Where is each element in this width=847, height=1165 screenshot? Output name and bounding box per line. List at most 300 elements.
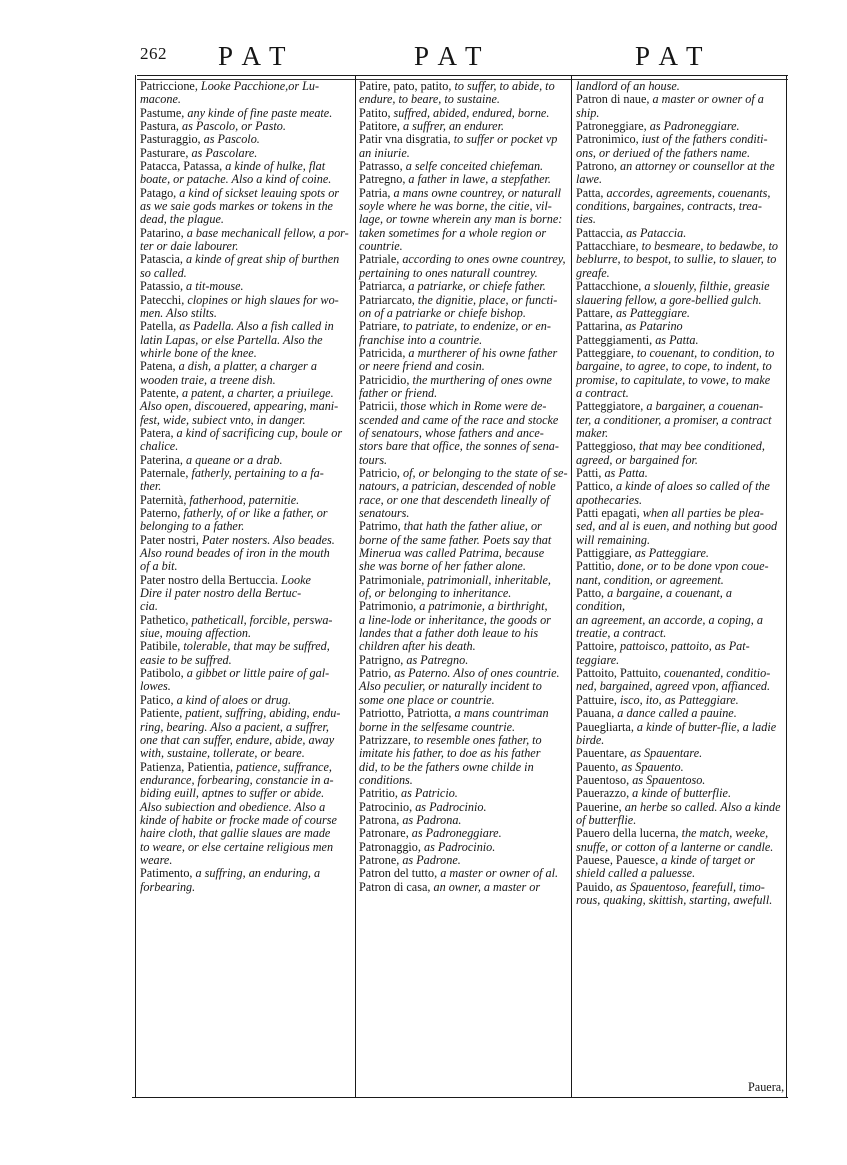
entry-line bbox=[359, 627, 568, 640]
definition-text: landlord of an house. bbox=[576, 79, 680, 93]
definition-text: patrimoniall, inheritable, bbox=[427, 572, 551, 587]
headword: Pastura, bbox=[140, 119, 179, 134]
definition-text: as Patregno. bbox=[406, 652, 469, 667]
definition-text: franchise into a countrie. bbox=[359, 332, 483, 347]
definition-text: the murthering of ones owne bbox=[412, 372, 552, 387]
entry-line bbox=[576, 173, 784, 186]
entry-line bbox=[359, 761, 568, 774]
headword: Patriale, bbox=[359, 252, 400, 267]
headword: Pater nostri, bbox=[140, 532, 199, 547]
entry-line bbox=[576, 107, 784, 120]
headword: Patimento, bbox=[140, 866, 193, 881]
entry-line bbox=[359, 721, 568, 734]
entry-line bbox=[359, 374, 568, 387]
entry-line bbox=[576, 587, 784, 614]
headword: Patteggiatore, bbox=[576, 399, 644, 414]
entry-line bbox=[576, 227, 784, 240]
headword: Patti epagati, bbox=[576, 506, 640, 520]
definition-text: sed, and al is euen, and nothing but good bbox=[576, 519, 778, 534]
definition-text: macone. bbox=[140, 92, 181, 107]
headword: Pathetico, bbox=[140, 612, 189, 627]
entry-line bbox=[359, 520, 568, 533]
definition-text: as Padrocinio. bbox=[424, 839, 496, 854]
definition-text: Also peculier, or naturally incident to bbox=[359, 679, 542, 694]
definition-text: did, to be the fathers owne childe in bbox=[359, 759, 534, 774]
definition-text: lowes. bbox=[140, 679, 171, 694]
headword: Patacca, Patassa, bbox=[140, 159, 223, 174]
definition-text: as Spauentoso. bbox=[632, 772, 706, 787]
definition-text: ship. bbox=[576, 105, 600, 120]
entry-line bbox=[140, 414, 352, 427]
entry-line bbox=[140, 107, 352, 120]
headword: Patascia, bbox=[140, 252, 183, 267]
headword: Pauerine, bbox=[576, 799, 622, 814]
definition-text: bargaine, to agree, to cope, to indent, to bbox=[576, 359, 772, 374]
headword: Pauero della lucerna, bbox=[576, 826, 679, 841]
entry-line bbox=[140, 213, 352, 226]
headword: Patena, bbox=[140, 359, 176, 374]
entry-line bbox=[576, 614, 784, 627]
definition-text: a kinde of butterflie. bbox=[632, 786, 732, 801]
definition-text: to weare, or else certaine religious men bbox=[140, 839, 334, 854]
entry-line bbox=[140, 854, 352, 867]
entry-column-2 bbox=[359, 80, 568, 894]
entry-line bbox=[359, 654, 568, 667]
entry-line bbox=[576, 867, 784, 880]
entry-line bbox=[359, 734, 568, 747]
definition-text: that may bee conditioned, bbox=[638, 439, 765, 454]
headword: Patriare, bbox=[359, 319, 400, 334]
entry-line bbox=[140, 867, 352, 880]
entry-line bbox=[140, 667, 352, 680]
entry-line bbox=[140, 627, 352, 640]
headword: Patarino, bbox=[140, 225, 184, 240]
headword: Pater nostro della Bertuccia. bbox=[140, 572, 279, 587]
entry-line bbox=[140, 400, 352, 413]
headword: Patitore, bbox=[359, 119, 400, 134]
entry-line bbox=[359, 253, 568, 266]
entry-line bbox=[576, 374, 784, 387]
entry-line bbox=[359, 280, 568, 293]
entry-line bbox=[359, 93, 568, 106]
entry-line bbox=[359, 614, 568, 627]
definition-text: a kind of aloes or drug. bbox=[176, 692, 291, 707]
definition-text: a slouenly, filthie, greasie bbox=[644, 279, 770, 294]
definition-text: endure, to beare, to sustaine. bbox=[359, 92, 500, 107]
definition-text: pertaining to ones naturall countrey. bbox=[359, 265, 538, 280]
definition-text: the match, weeke, bbox=[681, 826, 769, 841]
definition-text: a queane or a drab. bbox=[186, 452, 283, 467]
definition-text: clopines or high slaues for wo- bbox=[187, 292, 339, 307]
definition-text: shield called a paluesse. bbox=[576, 866, 696, 881]
definition-text: a bargaine, a couenant, a condition, bbox=[576, 586, 732, 614]
headword: Patrimoniale, bbox=[359, 572, 425, 587]
definition-text: a father in lawe, a stepfather. bbox=[408, 172, 551, 187]
entry-line bbox=[576, 240, 784, 253]
headword: Pattitio, bbox=[576, 559, 615, 574]
entry-line bbox=[359, 360, 568, 373]
entry-line bbox=[359, 387, 568, 400]
definition-text: an owner, a master or bbox=[433, 879, 541, 894]
headword: Patico, bbox=[140, 692, 174, 707]
definition-text: maker. bbox=[576, 425, 609, 440]
definition-text: as Pascolo. bbox=[203, 132, 260, 147]
entry-line bbox=[576, 627, 784, 640]
definition-text: as we saie gods markes or tokens in the bbox=[140, 199, 333, 214]
definition-text: a murtherer of his owne father bbox=[408, 345, 558, 360]
definition-text: a patrimonie, a birthright, bbox=[419, 599, 548, 614]
headword: Patrimonio, bbox=[359, 599, 417, 614]
definition-text: scended and came of the race and stocke bbox=[359, 412, 559, 427]
definition-text: as Pascolare. bbox=[191, 145, 258, 160]
catchword: Pauera, bbox=[748, 1080, 785, 1094]
headword: Pauana, bbox=[576, 706, 615, 721]
definition-text: a patent, a charter, a priuilege. bbox=[181, 385, 334, 400]
definition-text: with, sustaine, tollerate, or beare. bbox=[140, 746, 305, 761]
definition-text: forbearing. bbox=[140, 879, 196, 894]
entry-line bbox=[359, 133, 568, 146]
definition-text: as Patta. bbox=[655, 332, 699, 347]
definition-text: siue, mouing affection. bbox=[140, 626, 252, 641]
entry-line bbox=[576, 427, 784, 440]
definition-text: Also subiection and obedience. Also a bbox=[140, 799, 326, 814]
definition-text: endurance, forbearing, constancie in a- bbox=[140, 772, 334, 787]
entry-line bbox=[576, 454, 784, 467]
definition-text: patience, suffrance, bbox=[236, 759, 332, 774]
definition-text: a suffrer, an endurer. bbox=[403, 119, 505, 134]
definition-text: agreed, or bargained for. bbox=[576, 452, 698, 467]
definition-text: pattoisco, pattoito, as Pat- bbox=[620, 639, 750, 654]
entry-line bbox=[359, 80, 568, 93]
running-head-right: PAT bbox=[635, 41, 714, 71]
entry-line bbox=[140, 454, 352, 467]
definition-text: a kinde of great ship of burthen bbox=[186, 252, 340, 267]
definition-text: ons, or deriued of the fathers name. bbox=[576, 145, 750, 160]
definition-text: as Pascolo, or Pasto. bbox=[181, 119, 286, 134]
definition-text: as Padrona. bbox=[402, 812, 462, 827]
definition-text: a gibbet or little paire of gal- bbox=[186, 666, 330, 681]
entry-line bbox=[576, 467, 784, 480]
definition-text: as Padroneggiare. bbox=[411, 826, 502, 841]
entry-line bbox=[576, 547, 784, 560]
entry-line bbox=[140, 267, 352, 280]
entry-line bbox=[576, 267, 784, 280]
column-rule-1 bbox=[355, 75, 356, 1097]
headword: Patrona, bbox=[359, 812, 400, 827]
entry-line bbox=[576, 120, 784, 133]
entry-line bbox=[576, 480, 784, 493]
entry-line bbox=[576, 894, 784, 907]
entry-line bbox=[576, 734, 784, 747]
headword: Patriarcato, bbox=[359, 292, 415, 307]
entry-line bbox=[140, 520, 352, 533]
headword: Pauentare, bbox=[576, 746, 628, 761]
definition-text: Looke bbox=[281, 572, 311, 587]
entry-line bbox=[140, 747, 352, 760]
entry-line bbox=[140, 694, 352, 707]
definition-text: ned, bargained, agreed vpon, affianced. bbox=[576, 679, 771, 694]
headword: Patronare, bbox=[359, 826, 409, 841]
entry-line bbox=[140, 427, 352, 440]
definition-text: iust of the fathers conditi- bbox=[641, 132, 768, 147]
entry-line bbox=[576, 881, 784, 894]
entry-line bbox=[576, 507, 784, 520]
definition-text: men. Also stilts. bbox=[140, 305, 217, 320]
definition-text: any kinde of fine paste meate. bbox=[187, 105, 333, 120]
entry-line bbox=[576, 187, 784, 200]
headword: Paternale, bbox=[140, 465, 189, 480]
entry-line bbox=[359, 160, 568, 173]
headword: Pauerazzo, bbox=[576, 786, 630, 801]
definition-text: of senatours, whose fathers and ance- bbox=[359, 425, 544, 440]
headword: Pauentoso, bbox=[576, 772, 630, 787]
definition-text: a mans countriman bbox=[454, 706, 549, 721]
headword: Patrasso, bbox=[359, 159, 403, 174]
definition-text: fest, wide, subiect vnto, in danger. bbox=[140, 412, 306, 427]
entry-line bbox=[576, 814, 784, 827]
definition-text: lawe. bbox=[576, 172, 603, 187]
entry-line bbox=[359, 814, 568, 827]
definition-text: an iniurie. bbox=[359, 145, 410, 160]
definition-text: a suffring, an enduring, a bbox=[195, 866, 321, 881]
headword: Patron di naue, bbox=[576, 92, 650, 107]
definition-text: tolerable, that may be suffred, bbox=[183, 639, 330, 654]
definition-text: teggiare. bbox=[576, 652, 620, 667]
entry-line bbox=[140, 640, 352, 653]
entry-line bbox=[140, 841, 352, 854]
headword: Patricida, bbox=[359, 345, 406, 360]
entry-line bbox=[140, 707, 352, 720]
column-rule-2 bbox=[571, 75, 572, 1097]
definition-text: a tit-mouse. bbox=[186, 279, 244, 294]
entry-line bbox=[140, 761, 352, 774]
definition-text: treatie, a contract. bbox=[576, 626, 667, 641]
entry-line bbox=[359, 534, 568, 547]
definition-text: father or friend. bbox=[359, 385, 438, 400]
entry-line bbox=[359, 427, 568, 440]
definition-text: a master or owner of al. bbox=[440, 866, 559, 881]
entry-line bbox=[140, 374, 352, 387]
entry-line bbox=[359, 400, 568, 413]
headword: Paternità, bbox=[140, 492, 187, 507]
entry-line bbox=[140, 347, 352, 360]
headword: Patera, bbox=[140, 425, 174, 440]
definition-text: done, or to be done vpon coue- bbox=[617, 559, 769, 574]
entry-line bbox=[359, 120, 568, 133]
entry-line bbox=[359, 547, 568, 560]
definition-text: of, or belonging to the state of se- bbox=[403, 465, 568, 480]
definition-text: boate, or patache. Also a kind of coine. bbox=[140, 172, 332, 187]
headword: Pattiggiare, bbox=[576, 546, 632, 561]
headword: Patritio, bbox=[359, 786, 398, 801]
entry-line bbox=[576, 400, 784, 413]
definition-text: as Paterno. Also of ones countrie. bbox=[394, 666, 560, 681]
entry-line bbox=[140, 721, 352, 734]
definition-text: soyle where he was borne, the citie, vil- bbox=[359, 199, 552, 214]
entry-line bbox=[576, 654, 784, 667]
entry-line bbox=[140, 774, 352, 787]
headword: Patrocinio, bbox=[359, 799, 413, 814]
definition-text: ter, a conditioner, a promiser, a contract bbox=[576, 412, 772, 427]
definition-text: chalice. bbox=[140, 439, 179, 454]
headword: Patago, bbox=[140, 185, 177, 200]
headword: Pattuire, bbox=[576, 692, 617, 707]
headword: Pauido, bbox=[576, 879, 613, 894]
entry-line bbox=[140, 787, 352, 800]
definition-text: a kind of sacrificing cup, boule or bbox=[176, 425, 343, 440]
entry-line bbox=[576, 694, 784, 707]
headword: Patibile, bbox=[140, 639, 181, 654]
entry-line bbox=[576, 294, 784, 307]
entry-line bbox=[576, 761, 784, 774]
definition-text: as Spauento. bbox=[621, 759, 684, 774]
entry-line bbox=[140, 93, 352, 106]
entry-line bbox=[576, 574, 784, 587]
headword: Patito, bbox=[359, 105, 391, 120]
definition-text: a mans owne countrey, or naturall bbox=[393, 185, 561, 200]
entry-line bbox=[576, 560, 784, 573]
definition-text: as Patteggiare. bbox=[615, 305, 690, 320]
page-number: 262 bbox=[140, 44, 167, 63]
entry-line bbox=[576, 440, 784, 453]
entry-line bbox=[140, 587, 352, 600]
definition-text: to suffer, to abide, to bbox=[454, 79, 555, 93]
entry-line bbox=[140, 360, 352, 373]
entry-line bbox=[576, 147, 784, 160]
definition-text: a master or owner of a bbox=[652, 92, 764, 107]
headword: Patroneggiare, bbox=[576, 119, 647, 134]
definition-text: as Spauentare. bbox=[630, 746, 703, 761]
definition-text: according to ones owne countrey, bbox=[402, 252, 566, 267]
definition-text: a dish, a platter, a charger a bbox=[178, 359, 317, 374]
definition-text: an attorney or counsellor at the bbox=[620, 159, 775, 174]
headword: Patria, bbox=[359, 185, 391, 200]
entry-line bbox=[359, 107, 568, 120]
definition-text: ter or daie labourer. bbox=[140, 239, 239, 254]
definition-text: to suffer or pocket vp bbox=[453, 132, 558, 147]
definition-text: suffred, abided, endured, borne. bbox=[393, 105, 550, 120]
entry-line bbox=[359, 414, 568, 427]
definition-text: as Padrocinio. bbox=[415, 799, 487, 814]
entry-line bbox=[359, 307, 568, 320]
entry-line bbox=[576, 320, 784, 333]
entry-line bbox=[359, 774, 568, 787]
definition-text: one that can suffer, endure, abide, away bbox=[140, 732, 335, 747]
entry-line bbox=[140, 320, 352, 333]
definition-text: wooden traie, a treene dish. bbox=[140, 372, 276, 387]
entry-line bbox=[576, 160, 784, 173]
entry-line bbox=[140, 133, 352, 146]
headword: Paterina, bbox=[140, 452, 183, 467]
definition-text: countrie. bbox=[359, 239, 403, 254]
entry-line bbox=[359, 147, 568, 160]
definition-text: to patriate, to endenize, or en- bbox=[403, 319, 551, 334]
definition-text: imitate his father, to doe as his father bbox=[359, 746, 541, 761]
headword: Patteggiamenti, bbox=[576, 332, 653, 347]
entry-line bbox=[576, 801, 784, 814]
entry-line bbox=[359, 494, 568, 507]
headword: Patron di casa, bbox=[359, 879, 431, 894]
entry-line bbox=[359, 227, 568, 240]
definition-text: so called. bbox=[140, 265, 187, 280]
definition-text: senatours. bbox=[359, 506, 410, 520]
entry-line bbox=[359, 334, 568, 347]
entry-line bbox=[359, 680, 568, 693]
definition-text: will remaining. bbox=[576, 532, 651, 547]
definition-text: snuffe, or cotton of a lanterne or candle. bbox=[576, 839, 774, 854]
definition-text: Dire il pater nostro della Bertuc- bbox=[140, 586, 302, 601]
entry-line bbox=[576, 640, 784, 653]
definition-text: as Patricio. bbox=[400, 786, 458, 801]
entry-line bbox=[359, 667, 568, 680]
entry-line bbox=[359, 200, 568, 213]
headword: Pattaccia, bbox=[576, 225, 624, 240]
entry-line bbox=[359, 841, 568, 854]
entry-line bbox=[359, 294, 568, 307]
entry-line bbox=[359, 454, 568, 467]
entry-line bbox=[359, 787, 568, 800]
entry-line bbox=[359, 827, 568, 840]
entry-line bbox=[359, 881, 568, 894]
definition-text: promise, to capitulate, to vowe, to make bbox=[576, 372, 771, 387]
definition-text: cia. bbox=[140, 599, 158, 614]
entry-line bbox=[359, 574, 568, 587]
definition-text: a kinde of butter-flie, a ladie bbox=[636, 719, 777, 734]
definition-text: to resemble ones father, to bbox=[413, 732, 542, 747]
definition-text: weare. bbox=[140, 852, 173, 867]
entry-line bbox=[359, 854, 568, 867]
definition-text: an herbe so called. Also a kinde bbox=[624, 799, 781, 814]
headword: Pauegliarta, bbox=[576, 719, 634, 734]
entry-line bbox=[140, 480, 352, 493]
entry-line bbox=[140, 734, 352, 747]
definition-text: natours, a patrician, descended of noble bbox=[359, 479, 556, 494]
definition-text: greafe. bbox=[576, 265, 610, 280]
entry-line bbox=[359, 440, 568, 453]
entry-line bbox=[359, 480, 568, 493]
entry-line bbox=[140, 534, 352, 547]
definition-text: a kind of sickset leauing spots or bbox=[179, 185, 340, 200]
definition-text: of, or belonging to inheritance. bbox=[359, 586, 512, 601]
entry-line bbox=[140, 614, 352, 627]
definition-text: Looke Pacchione,or Lu- bbox=[200, 79, 320, 93]
headword: Patibolo, bbox=[140, 666, 184, 681]
headword: Patron del tutto, bbox=[359, 866, 438, 881]
definition-text: a bargainer, a couenan- bbox=[646, 399, 764, 414]
running-head-center: PAT bbox=[414, 41, 493, 71]
definition-text: birde. bbox=[576, 732, 605, 747]
entry-line bbox=[140, 680, 352, 693]
definition-text: couenanted, conditio- bbox=[664, 666, 771, 681]
entry-line bbox=[140, 294, 352, 307]
headword: Patrizzare, bbox=[359, 732, 411, 747]
definition-text: to besmeare, to bedawbe, to bbox=[641, 239, 778, 254]
headword: Patteggioso, bbox=[576, 439, 636, 454]
headword: Patrio, bbox=[359, 666, 392, 681]
definition-text: easie to be suffred. bbox=[140, 652, 232, 667]
definition-text: on of a patriarke or chiefe bishop. bbox=[359, 305, 526, 320]
definition-text: Minerua was called Patrima, because bbox=[359, 546, 545, 561]
definition-text: haire cloth, that gallie slaues are made bbox=[140, 826, 331, 841]
entry-line bbox=[140, 507, 352, 520]
headword: Patriotto, Patriotta, bbox=[359, 706, 452, 721]
entry-line bbox=[140, 440, 352, 453]
entry-line bbox=[359, 213, 568, 226]
column-rule-right bbox=[786, 75, 787, 1097]
headword: Patriccione, bbox=[140, 79, 198, 93]
definition-text: fatherly, of or like a father, or bbox=[183, 506, 328, 520]
entry-line bbox=[359, 560, 568, 573]
